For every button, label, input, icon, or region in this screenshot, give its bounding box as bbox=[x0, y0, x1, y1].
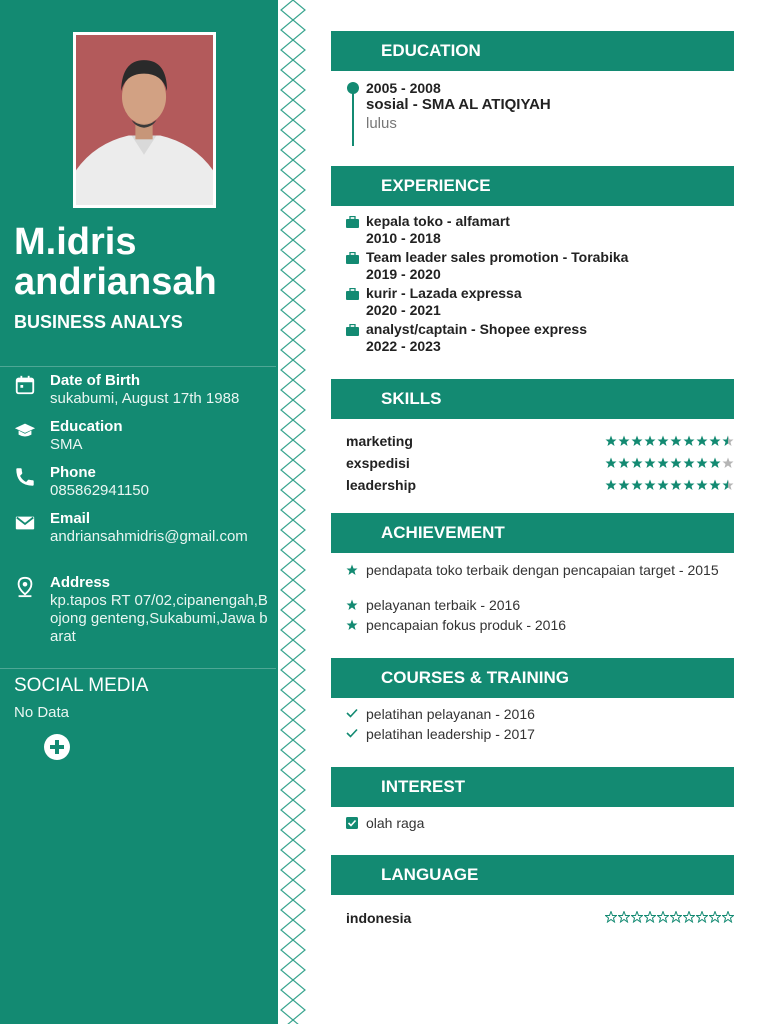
skill-rating bbox=[604, 476, 734, 496]
info-address bbox=[14, 574, 274, 646]
briefcase-icon bbox=[346, 216, 366, 228]
education-result: lulus bbox=[366, 115, 397, 132]
skill-name: leadership bbox=[346, 477, 417, 493]
rating-star-icon bbox=[605, 911, 617, 923]
course-text: pelatihan pelayanan - 2016 bbox=[366, 706, 535, 722]
experience-item bbox=[346, 249, 736, 283]
experience-role: kepala toko - alfamart bbox=[366, 213, 510, 229]
rating-star-icon bbox=[709, 435, 721, 447]
achievement-item bbox=[346, 562, 736, 578]
rating-star-icon bbox=[670, 479, 682, 491]
rating-star-icon bbox=[657, 457, 669, 469]
rating-star-icon bbox=[605, 457, 617, 469]
rating-star-icon bbox=[696, 479, 708, 491]
info-education bbox=[14, 418, 274, 454]
star-icon bbox=[346, 597, 366, 613]
profile-photo bbox=[73, 32, 216, 208]
skill-row bbox=[346, 476, 734, 496]
star-icon bbox=[346, 562, 366, 578]
experience-role: kurir - Lazada expressa bbox=[366, 285, 522, 301]
experience-years: 2019 - 2020 bbox=[366, 266, 441, 282]
section-header-education: EDUCATION bbox=[331, 31, 734, 71]
star-icon bbox=[346, 617, 366, 633]
rating-star-icon bbox=[722, 911, 734, 923]
achievement-text: pelayanan terbaik - 2016 bbox=[366, 597, 521, 613]
rating-star-icon bbox=[722, 479, 734, 491]
rating-star-icon bbox=[657, 479, 669, 491]
language-rating bbox=[604, 908, 734, 928]
profile-name: M.idris andriansah bbox=[14, 221, 217, 303]
interest-item bbox=[346, 815, 736, 831]
rating-star-icon bbox=[631, 911, 643, 923]
rating-star-icon bbox=[722, 435, 734, 447]
language-name: indonesia bbox=[346, 910, 412, 926]
experience-item bbox=[346, 213, 736, 247]
graduation-cap-icon bbox=[14, 418, 50, 454]
sidebar-divider bbox=[0, 366, 276, 367]
info-date-of-birth bbox=[14, 372, 274, 408]
location-pin-icon bbox=[14, 574, 50, 646]
add-social-media-button[interactable] bbox=[44, 734, 70, 760]
rating-star-icon bbox=[683, 911, 695, 923]
info-value: andriansahmidris@gmail.com bbox=[50, 528, 248, 545]
rating-star-icon bbox=[709, 479, 721, 491]
rating-star-icon bbox=[709, 911, 721, 923]
rating-star-icon bbox=[696, 435, 708, 447]
rating-star-icon bbox=[696, 457, 708, 469]
skill-name: exspedisi bbox=[346, 455, 410, 471]
rating-star-icon bbox=[670, 911, 682, 923]
experience-years: 2010 - 2018 bbox=[366, 230, 441, 246]
achievement-item bbox=[346, 617, 736, 633]
rating-star-icon bbox=[631, 479, 643, 491]
sidebar bbox=[0, 0, 278, 1024]
achievement-text: pendapata toko terbaik dengan pencapaian target - 2015 bbox=[366, 562, 719, 578]
experience-item bbox=[346, 321, 736, 355]
section-header-language: LANGUAGE bbox=[331, 855, 734, 895]
check-icon bbox=[346, 706, 366, 722]
rating-star-icon bbox=[605, 479, 617, 491]
briefcase-icon bbox=[346, 252, 366, 264]
social-media-title: SOCIAL MEDIA bbox=[14, 675, 149, 696]
rating-star-icon bbox=[670, 457, 682, 469]
calendar-icon bbox=[14, 372, 50, 408]
rating-star-icon bbox=[631, 435, 643, 447]
education-school: sosial - SMA AL ATIQIYAH bbox=[366, 96, 551, 113]
experience-years: 2020 - 2021 bbox=[366, 302, 441, 318]
skill-rating bbox=[604, 454, 734, 474]
rating-star-icon bbox=[618, 457, 630, 469]
rating-star-icon bbox=[722, 457, 734, 469]
info-label: Address bbox=[50, 574, 111, 591]
section-header-courses: COURSES & TRAINING bbox=[331, 658, 734, 698]
rating-star-icon bbox=[696, 911, 708, 923]
section-header-achievement: ACHIEVEMENT bbox=[331, 513, 734, 553]
skill-rating bbox=[604, 432, 734, 452]
info-phone bbox=[14, 464, 274, 500]
rating-star-icon bbox=[618, 911, 630, 923]
section-header-experience: EXPERIENCE bbox=[331, 166, 734, 206]
rating-star-icon bbox=[644, 435, 656, 447]
experience-years: 2022 - 2023 bbox=[366, 338, 441, 354]
rating-star-icon bbox=[618, 435, 630, 447]
rating-star-icon bbox=[709, 457, 721, 469]
timeline-line bbox=[352, 92, 354, 146]
info-email bbox=[14, 510, 274, 546]
info-label: Phone bbox=[50, 464, 96, 481]
rating-star-icon bbox=[644, 457, 656, 469]
info-value: 085862941150 bbox=[50, 482, 149, 499]
course-text: pelatihan leadership - 2017 bbox=[366, 726, 535, 742]
skill-row bbox=[346, 432, 734, 452]
section-header-interest: INTEREST bbox=[331, 767, 734, 807]
rating-star-icon bbox=[605, 435, 617, 447]
briefcase-icon bbox=[346, 288, 366, 300]
rating-star-icon bbox=[631, 457, 643, 469]
sidebar-divider bbox=[0, 668, 276, 669]
profile-title: BUSINESS ANALYS bbox=[14, 312, 183, 332]
rating-star-icon bbox=[657, 911, 669, 923]
rating-star-icon bbox=[644, 911, 656, 923]
checkbox-icon bbox=[346, 815, 366, 831]
phone-icon bbox=[14, 464, 50, 500]
section-header-skills: SKILLS bbox=[331, 379, 734, 419]
info-value: SMA bbox=[50, 436, 83, 453]
language-row bbox=[346, 908, 734, 928]
achievement-text: pencapaian fokus produk - 2016 bbox=[366, 617, 567, 633]
info-label: Email bbox=[50, 510, 91, 527]
experience-role: Team leader sales promotion - Torabika bbox=[366, 249, 629, 265]
experience-role: analyst/captain - Shopee express bbox=[366, 321, 587, 337]
education-years: 2005 - 2008 bbox=[366, 80, 441, 96]
rating-star-icon bbox=[683, 479, 695, 491]
experience-item bbox=[346, 285, 736, 319]
info-label: Education bbox=[50, 418, 123, 435]
rating-star-icon bbox=[618, 479, 630, 491]
diamond-border bbox=[278, 0, 308, 1024]
envelope-icon bbox=[14, 510, 50, 546]
rating-star-icon bbox=[644, 479, 656, 491]
rating-star-icon bbox=[670, 435, 682, 447]
course-item bbox=[346, 726, 736, 742]
rating-star-icon bbox=[657, 435, 669, 447]
social-media-value: No Data bbox=[14, 704, 70, 721]
rating-star-icon bbox=[683, 435, 695, 447]
skill-name: marketing bbox=[346, 433, 413, 449]
interest-text: olah raga bbox=[366, 815, 425, 831]
rating-star-icon bbox=[683, 457, 695, 469]
course-item bbox=[346, 706, 736, 722]
skill-row bbox=[346, 454, 734, 474]
info-value: kp.tapos RT 07/02,cipanengah,Bojong genteng,Sukabumi,Jawa barat bbox=[50, 592, 268, 645]
check-icon bbox=[346, 726, 366, 742]
briefcase-icon bbox=[346, 324, 366, 336]
achievement-item bbox=[346, 597, 736, 613]
info-label: Date of Birth bbox=[50, 372, 140, 389]
info-value: sukabumi, August 17th 1988 bbox=[50, 390, 240, 407]
